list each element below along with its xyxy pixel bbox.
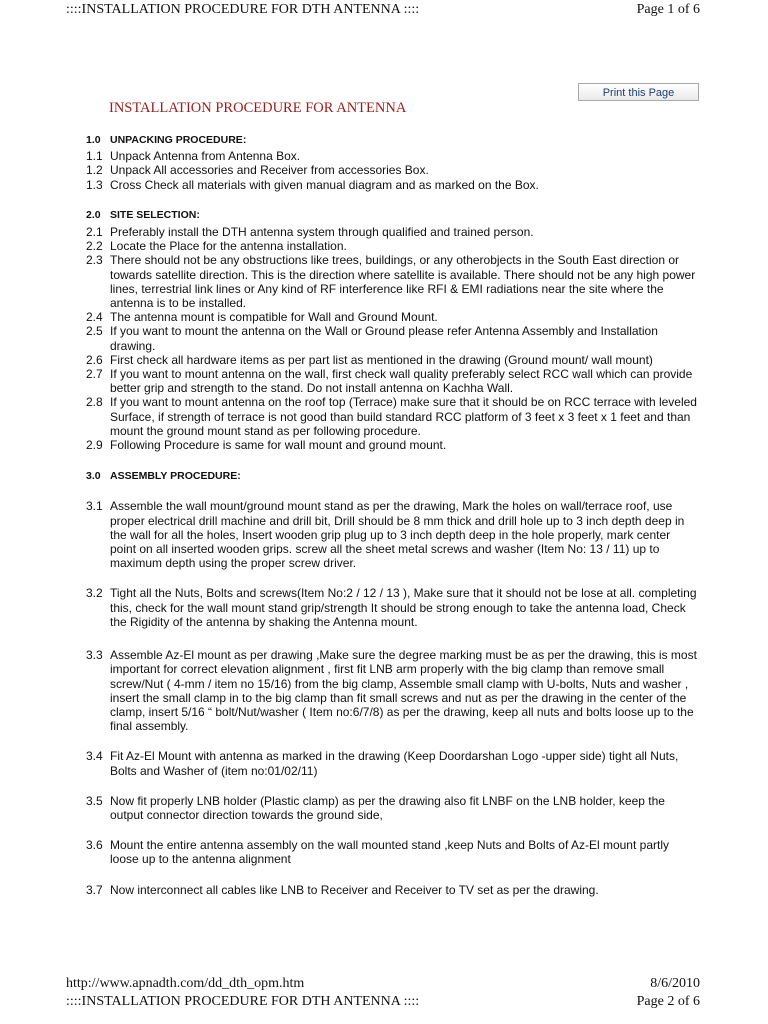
item-text: Following Procedure is same for wall mount and ground mount.	[110, 438, 447, 453]
list-item	[86, 395, 698, 438]
item-text: Preferably install the DTH antenna system through qualified and trained person.	[110, 225, 534, 240]
item-text: Now fit properly LNB holder (Plastic clamp) as per the drawing also fit LNBF on the LNB holder, keep the output connector direction towards the ground side,	[110, 793, 665, 822]
item-number: 2.7	[86, 367, 103, 382]
list-item	[86, 438, 698, 452]
section-number: 2.0	[86, 208, 101, 221]
item-number: 2.5	[86, 324, 103, 339]
section-assembly	[86, 469, 698, 896]
footer-url[interactable]: http://www.apnadth.com/dd_dth_opm.htm	[66, 976, 305, 991]
item-text: Assemble Az-El mount as per drawing ,Make sure the degree marking must be as per the drawing, this is most important for correct elevation alignment , first fit LNB arm properly with the big clamp than remove small screw/Nut ( 4-mm / item no 15/16) from the big clamp, Assemble small clamp with U-bolts, Nuts and washer , insert the small clamp in to the big clamp than fit small screws and nut as per the drawing in the center of the clamp, insert 5/16 “ bolt/Nut/washer ( Item no:6/7/8) as per the drawing, keep all nuts and bolts loose up to the final assembly.	[110, 648, 697, 734]
list-item	[86, 324, 698, 352]
next-header-title: ::::INSTALLATION PROCEDURE FOR DTH ANTENNA ::::	[66, 994, 420, 1009]
list-item	[86, 648, 698, 733]
print-page-button[interactable]: Print this Page	[578, 83, 699, 101]
section-heading	[86, 208, 698, 222]
list-item	[86, 838, 698, 866]
item-text: Fit Az-El Mount with antenna as marked in the drawing (Keep Doordarshan Logo -upper side) tight all Nuts, Bolts and Washer of (item no:01/02/11)	[110, 749, 679, 778]
item-number: 2.1	[86, 225, 103, 240]
item-number: 3.4	[86, 749, 103, 764]
item-number: 2.6	[86, 352, 103, 367]
procedure-content	[86, 133, 698, 897]
item-text: If you want to mount antenna on the roof top (Terrace) make sure that it should be on RCC terrace with leveled Surface, if strength of terrace is not good than build standard RCC platform of 3 feet x 3 feet x 1 feet and than mount the ground mount stand as per following procedure.	[110, 395, 697, 438]
item-number: 3.7	[86, 882, 103, 897]
item-number: 3.6	[86, 838, 103, 853]
item-text: There should not be any obstructions like trees, buildings, or any otherobjects in the South East direction or towards satellite direction. This is the direction where satellite is available. There should not be any high power lines, terrestrial link lines or Any kind of RF interference like RFI & EMI radiations near the site where the antenna is to be installed.	[110, 253, 696, 311]
item-number: 3.2	[86, 586, 103, 601]
item-text: Now interconnect all cables like LNB to Receiver and Receiver to TV set as per the drawing.	[110, 882, 599, 897]
section-title: UNPACKING PROCEDURE:	[110, 134, 247, 146]
item-number: 2.4	[86, 310, 103, 325]
footer-date: 8/6/2010	[650, 976, 700, 991]
item-number: 1.2	[86, 163, 103, 178]
item-number: 2.2	[86, 239, 103, 254]
item-text: If you want to mount antenna on the wall, first check wall quality preferably select RCC wall which can provide better grip and strength to the stand. Do not install antenna on Kachha Wall.	[110, 367, 693, 396]
item-text: Locate the Place for the antenna installation.	[110, 239, 347, 254]
item-text: Unpack Antenna from Antenna Box.	[110, 149, 301, 164]
item-text: The antenna mount is compatible for Wall and Ground Mount.	[110, 310, 438, 325]
section-unpacking	[86, 133, 698, 192]
item-text: Cross Check all materials with given manual diagram and as marked on the Box.	[110, 177, 539, 192]
list-item	[86, 499, 698, 570]
item-text: First check all hardware items as per part list as mentioned in the drawing (Ground mount/ wall mount)	[110, 352, 653, 367]
section-title: SITE SELECTION:	[110, 208, 200, 221]
item-number: 1.3	[86, 177, 103, 192]
item-number: 1.1	[86, 149, 103, 164]
next-page-header	[66, 994, 700, 1010]
list-item	[86, 178, 698, 192]
list-item	[86, 586, 698, 629]
next-header-page-number: Page 2 of 6	[636, 994, 700, 1009]
list-item	[86, 883, 698, 897]
list-item	[86, 367, 698, 395]
list-item	[86, 794, 698, 822]
item-text: Assemble the wall mount/ground mount stand as per the drawing, Mark the holes on wall/terrace roof, use proper electrical drill machine and drill bit, Drill should be 8 mm thick and drill hole up to 3 inch depth deep in the wall for all the holes, Insert wooden grip plug up to 3 inch depth deep in the hole properly, mark center point on all inserted wooden grips. screw all the sheet metal screws and washer (Item No: 13 / 11) up to maximum depth using the proper screw driver.	[110, 499, 685, 571]
item-number: 3.5	[86, 793, 103, 808]
page-header	[66, 2, 700, 18]
item-number: 2.9	[86, 438, 103, 453]
section-number: 3.0	[86, 470, 101, 483]
list-item	[86, 353, 698, 367]
item-text: Mount the entire antenna assembly on the wall mounted stand ,keep Nuts and Bolts of Az-El mount partly loose up to the antenna alignment	[110, 838, 669, 867]
list-item	[86, 163, 698, 177]
list-item	[86, 225, 698, 239]
page-footer	[66, 976, 700, 992]
list-item	[86, 239, 698, 253]
section-heading	[86, 133, 698, 147]
document-title: INSTALLATION PROCEDURE FOR ANTENNA	[109, 100, 407, 116]
item-number: 3.3	[86, 648, 103, 663]
section-site-selection	[86, 208, 698, 452]
section-number: 1.0	[86, 134, 101, 146]
item-text: If you want to mount the antenna on the Wall or Ground please refer Antenna Assembly and Installation drawing.	[110, 324, 658, 353]
header-page-number: Page 1 of 6	[636, 2, 700, 17]
list-item	[86, 749, 698, 777]
item-number: 2.3	[86, 253, 103, 268]
item-number: 3.1	[86, 499, 103, 514]
header-title: ::::INSTALLATION PROCEDURE FOR DTH ANTENNA ::::	[66, 2, 420, 17]
item-text: Tight all the Nuts, Bolts and screws(Item No:2 / 12 / 13 ), Make sure that it should not be lose at all. completing this, check for the wall mount stand grip/strength It should be strong enough to take the antenna load, Check the Rigidity of the antenna by shaking the Antenna mount.	[110, 586, 697, 629]
item-text: Unpack All accessories and Receiver from accessories Box.	[110, 163, 429, 178]
list-item	[86, 310, 698, 324]
section-heading	[86, 469, 698, 483]
section-title: ASSEMBLY PROCEDURE:	[110, 470, 241, 483]
list-item	[86, 253, 698, 310]
item-number: 2.8	[86, 395, 103, 410]
list-item	[86, 149, 698, 163]
